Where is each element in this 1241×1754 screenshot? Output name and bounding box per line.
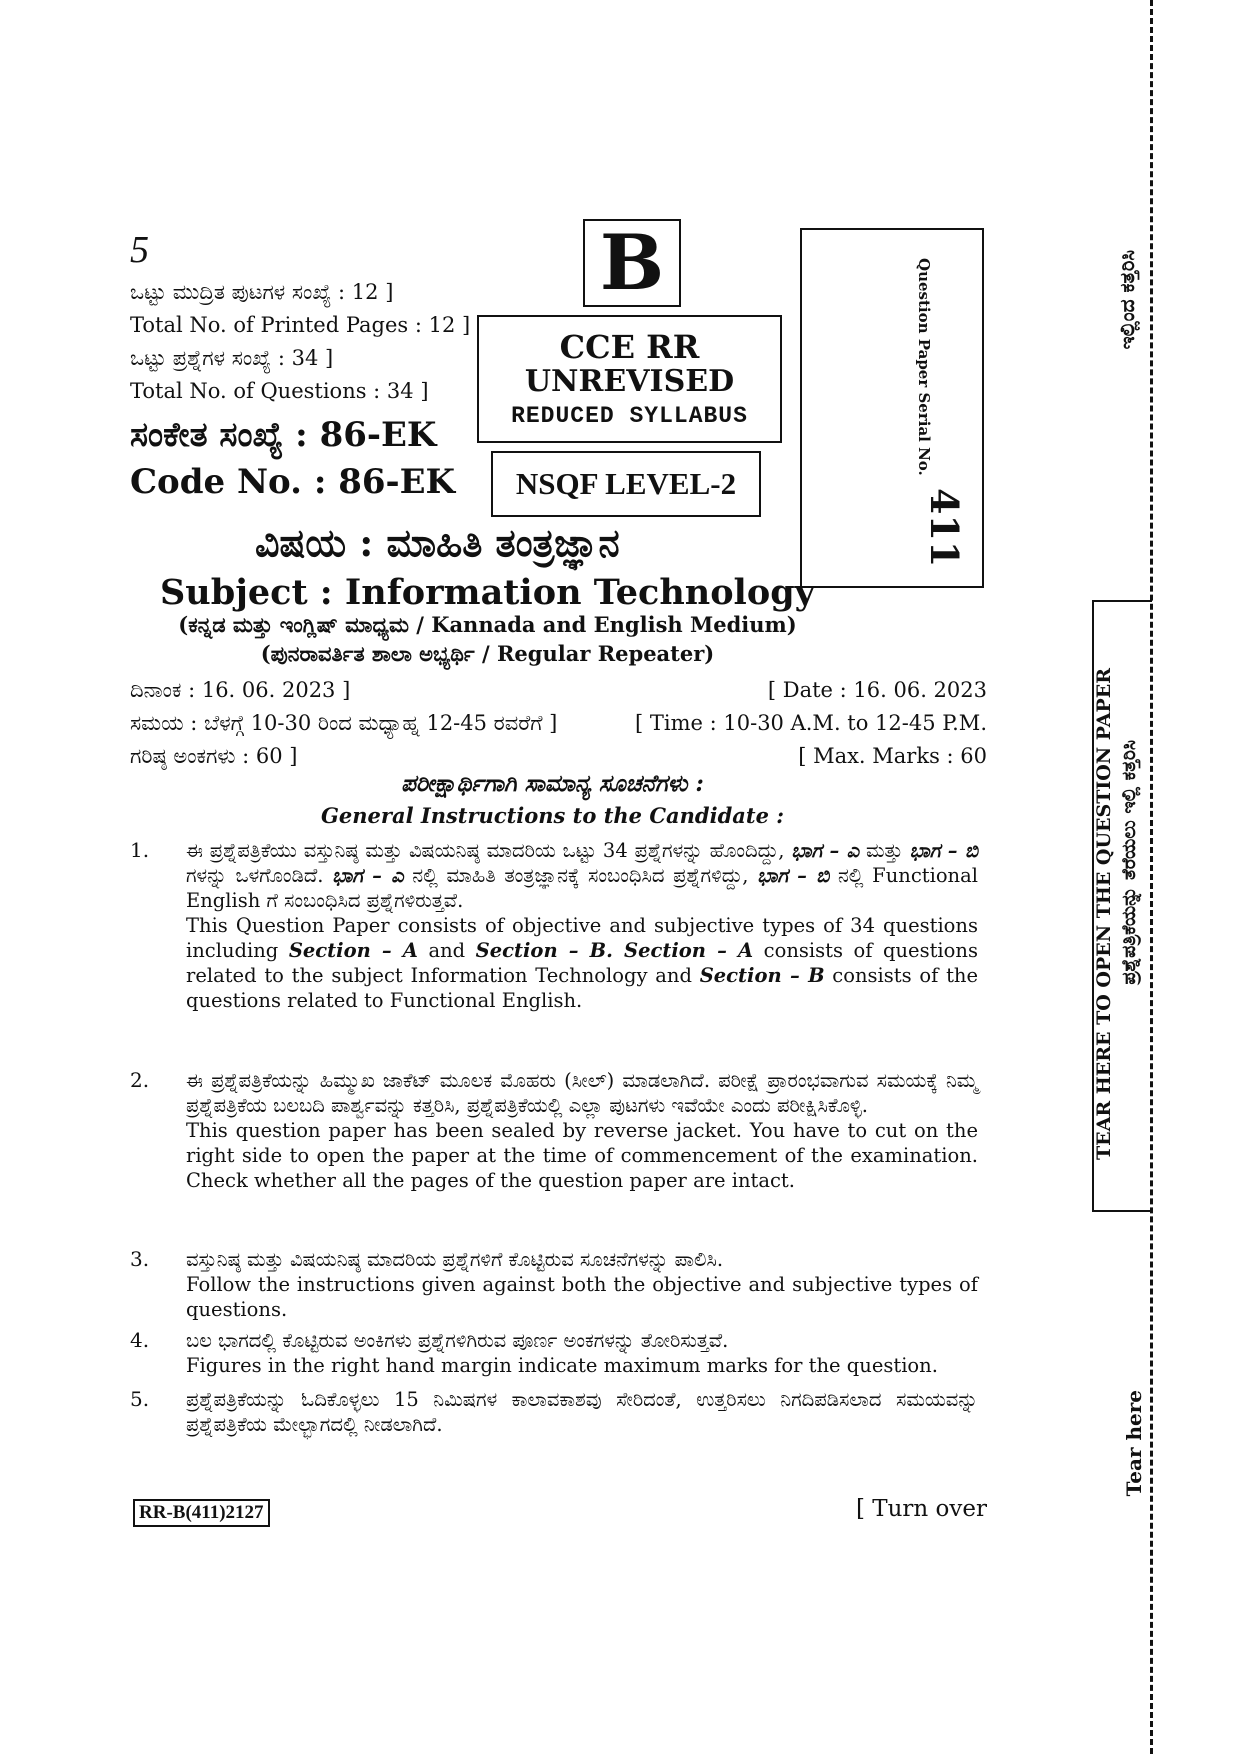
questions-en: Total No. of Questions : 34 ] <box>130 379 429 403</box>
tear-instruction-kn: ಪ್ರಶ್ನೆಪತ್ರಿಕೆಯನ್ನು ತೆರೆಯಲು ಇಲ್ಲಿ ಕತ್ತರಿಸಿ <box>1118 740 1140 985</box>
marks-en: [ Max. Marks : 60 <box>798 744 987 768</box>
instruction-en: Figures in the right hand margin indicate maximum marks for the question. <box>186 1354 938 1377</box>
cce-label: CCE RR <box>559 328 700 366</box>
time-kn: ಸಮಯ : ಬೆಳಗ್ಗೆ 10-30 ರಿಂದ ಮಧ್ಯಾಹ್ನ 12-45 ರವರೆಗೆ ] <box>130 711 557 736</box>
serial-label: Question Paper Serial No. <box>915 258 933 476</box>
questions-kn: ಒಟ್ಟು ಪ್ರಶ್ನೆಗಳ ಸಂಖ್ಯೆ : 34 ] <box>130 346 333 371</box>
set-badge: B <box>583 219 681 307</box>
instruction-en: This question paper has been sealed by reverse jacket. You have to cut on the right side to open the paper at the time of commencement of the examination. Check whether all the pages of the question paper are intact. <box>186 1119 978 1192</box>
cce-box <box>477 315 782 443</box>
serial-number: 411 <box>922 488 967 568</box>
subject-en: Subject : Information Technology <box>160 572 816 613</box>
unrevised-label: UNREVISED <box>524 364 735 399</box>
instruction-kn: ವಸ್ತುನಿಷ್ಠ ಮತ್ತು ವಿಷಯನಿಷ್ಠ ಮಾದರಿಯ ಪ್ರಶ್ನೆಗಳಿಗೆ ಕೊಟ್ಟಿರುವ ಸೂಚನೆಗಳನ್ನು ಪಾಲಿಸಿ. <box>186 1248 724 1271</box>
date-kn: ದಿನಾಂಕ : 16. 06. 2023 ] <box>130 678 350 703</box>
item-number: 3. <box>130 1247 150 1271</box>
medium-line: (ಕನ್ನಡ ಮತ್ತು ಇಂಗ್ಲಿಷ್ ಮಾಧ್ಯಮ / Kannada and English Medium) <box>178 612 797 637</box>
item-number: 4. <box>130 1328 150 1352</box>
instruction-en: Follow the instructions given against both the objective and subjective types of questions. <box>186 1273 978 1321</box>
instruction-item-2 <box>186 1068 978 1193</box>
time-en: [ Time : 10-30 A.M. to 12-45 P.M. <box>635 711 987 735</box>
date-en: [ Date : 16. 06. 2023 <box>768 678 987 702</box>
tear-dashed-line[interactable] <box>1150 0 1153 1754</box>
tear-instruction-en: TEAR HERE TO OPEN THE QUESTION PAPER <box>1093 668 1115 1160</box>
cut-here-kn: ಇಲ್ಲಿಂದ ಕತ್ತರಿಸಿ <box>1115 250 1139 350</box>
item-number: 1. <box>130 838 150 862</box>
repeater-line: (ಪುನರಾವರ್ತಿತ ಶಾಲಾ ಅಭ್ಯರ್ಥಿ / Regular Repeater) <box>260 641 715 666</box>
turn-over-label: [ Turn over <box>856 1496 987 1522</box>
printed-pages-kn: ಒಟ್ಟು ಮುದ್ರಿತ ಪುಟಗಳ ಸಂಖ್ಯೆ : 12 ] <box>130 280 393 305</box>
instruction-kn: ಈ ಪ್ರಶ್ನೆಪತ್ರಿಕೆಯನ್ನು ಹಿಮ್ಮುಖ ಜಾಕೆಟ್ ಮೂಲಕ ಮೊಹರು (ಸೀಲ್) ಮಾಡಲಾಗಿದೆ. ಪರೀಕ್ಷೆ ಪ್ರಾರಂಭವಾಗುವ ಸಮಯಕ್ಕೆ ನಿಮ್ಮ ಪ್ರಶ್ನೆಪತ್ರಿಕೆಯ ಬಲಬದಿ ಪಾರ್ಶ್ವವನ್ನು ಕತ್ತರಿಸಿ, ಪ್ರಶ್ನೆಪತ್ರಿಕೆಯಲ್ಲಿ ಎಲ್ಲಾ ಪುಟಗಳು ಇವೆಯೇ ಎಂದು ಪರೀಕ್ಷಿಸಿಕೊಳ್ಳಿ. <box>186 1069 978 1117</box>
instruction-en: This Question Paper consists of objective and subjective types of 34 questions including Section – A and Section – B. Section – A consists of questions related to the subject Information Technology and Section – B consists of the questions related to Functional English. <box>186 914 979 1012</box>
tear-here-label: Tear here <box>1122 1390 1146 1497</box>
code-en: Code No. : 86-EK <box>130 462 456 502</box>
instruction-kn: ಪ್ರಶ್ನೆಪತ್ರಿಕೆಯನ್ನು ಓದಿಕೊಳ್ಳಲು 15 ನಿಮಿಷಗಳ ಕಾಲಾವಕಾಶವು ಸೇರಿದಂತೆ, ಉತ್ತರಿಸಲು ನಿಗದಿಪಡಿಸಲಾದ ಸಮಯವನ್ನು ಪ್ರಶ್ನೆಪತ್ರಿಕೆಯ ಮೇಲ್ಭಾಗದಲ್ಲಿ ನೀಡಲಾಗಿದೆ. <box>186 1388 978 1436</box>
instruction-kn: ಈ ಪ್ರಶ್ನೆಪತ್ರಿಕೆಯು ವಸ್ತುನಿಷ್ಠ ಮತ್ತು ವಿಷಯನಿಷ್ಠ ಮಾದರಿಯ ಒಟ್ಟು 34 ಪ್ರಶ್ನೆಗಳನ್ನು ಹೊಂದಿದ್ದು, ಭಾಗ – ಎ ಮತ್ತು ಭಾಗ – ಬಿ ಗಳನ್ನು ಒಳಗೊಂಡಿದೆ. ಭಾಗ – ಎ ನಲ್ಲಿ ಮಾಹಿತಿ ತಂತ್ರಜ್ಞಾನಕ್ಕೆ ಸಂಬಂಧಿಸಿದ ಪ್ರಶ್ನೆಗಳಿದ್ದು, ಭಾಗ – ಬಿ ನಲ್ಲಿ Functional English ಗೆ ಸಂಬಂಧಿಸಿದ ಪ್ರಶ್ನೆಗಳಿರುತ್ತವೆ. <box>186 839 978 912</box>
item-number: 2. <box>130 1068 150 1092</box>
page-number: 5 <box>130 229 149 271</box>
instruction-kn: ಬಲ ಭಾಗದಲ್ಲಿ ಕೊಟ್ಟಿರುವ ಅಂಕಿಗಳು ಪ್ರಶ್ನೆಗಳಿಗಿರುವ ಪೂರ್ಣ ಅಂಕಗಳನ್ನು ತೋರಿಸುತ್ತವೆ. <box>186 1329 729 1352</box>
code-kn: ಸಂಕೇತ ಸಂಖ್ಯೆ : 86-EK <box>130 415 437 455</box>
subject-kn: ವಿಷಯ : ಮಾಹಿತಿ ತಂತ್ರಜ್ಞಾನ <box>255 520 620 565</box>
instructions-heading-en: General Instructions to the Candidate : <box>320 803 785 828</box>
printed-pages-en: Total No. of Printed Pages : 12 ] <box>130 313 470 337</box>
instructions-heading-kn: ಪರೀಕ್ಷಾರ್ಥಿಗಾಗಿ ಸಾಮಾನ್ಯ ಸೂಚನೆಗಳು : <box>401 770 704 797</box>
instruction-item-4 <box>186 1328 978 1378</box>
paper-code: RR-B(411)2127 <box>133 1499 270 1527</box>
instruction-item-5 <box>186 1387 978 1437</box>
nsqf-badge: NSQF LEVEL-2 <box>491 451 761 517</box>
instruction-item-1 <box>186 838 978 1013</box>
reduced-syllabus-label: REDUCED SYLLABUS <box>511 403 748 429</box>
instruction-item-3 <box>186 1247 978 1322</box>
marks-kn: ಗರಿಷ್ಠ ಅಂಕಗಳು : 60 ] <box>130 744 297 769</box>
item-number: 5. <box>130 1387 150 1411</box>
